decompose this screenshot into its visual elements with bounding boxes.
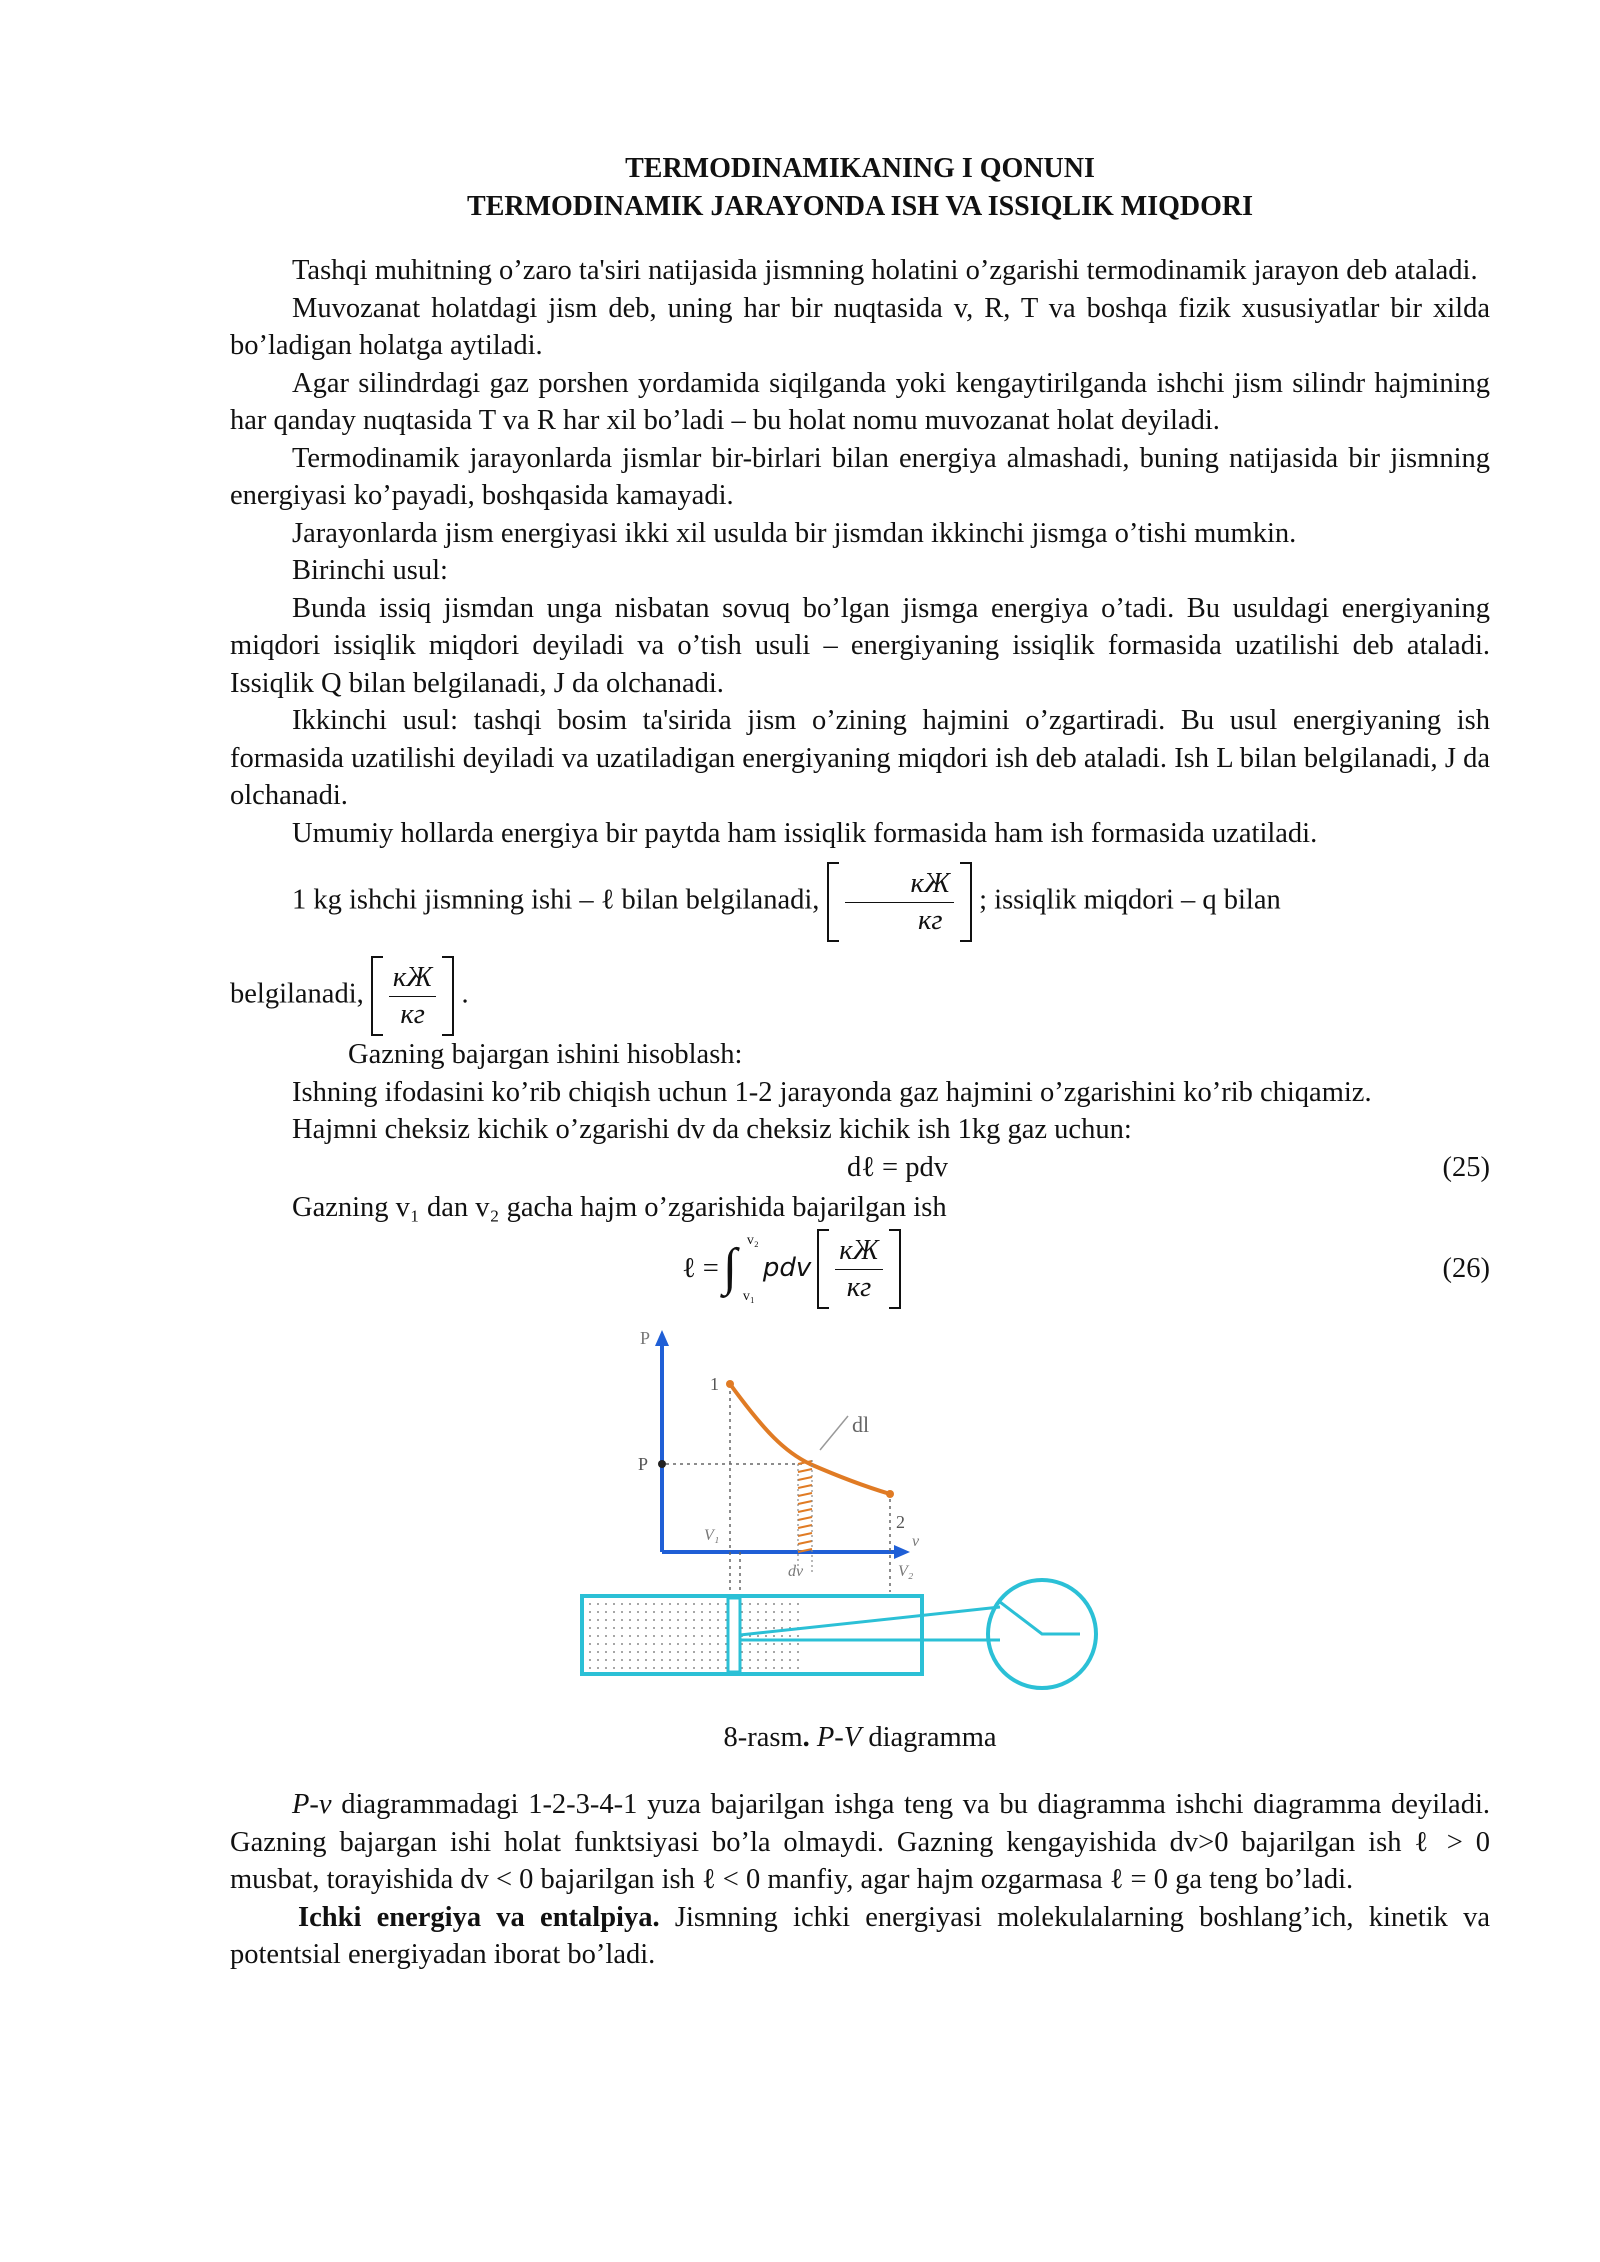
unit-numerator: кЖ — [845, 869, 954, 903]
paragraph-2: Muvozanat holatdagi jism deb, uning har bir nuqtasida v, R, T va boshqa fizik xususiyatlar bir xilda bo’ladigan holatga aytiladi. — [230, 292, 1490, 361]
integral-upper-limit: v₂ — [746, 1233, 759, 1248]
gas-volume — [584, 1598, 802, 1672]
integral-sign — [723, 1234, 763, 1304]
p-axis-arrow — [655, 1330, 669, 1346]
paragraph-14: Hajmni cheksiz kichik o’zgarishi dv da cheksiz kichik ish 1kg gaz uchun: — [292, 1114, 1132, 1145]
v-axis-arrow — [894, 1545, 910, 1559]
title-line-1: TERMODINAMIKANING I QONUNI — [625, 153, 1095, 184]
unit-fraction-1 — [827, 862, 972, 942]
paragraph-16-italic: P-v — [292, 1789, 332, 1820]
unit-numerator: кЖ — [835, 1236, 882, 1270]
paragraph-5: Jarayonlarda jism energiyasi ikki xil usulda bir jismdan ikkinchi jismga o’tishi mumkin. — [292, 517, 1297, 549]
document-title — [230, 150, 1490, 226]
unit-fraction-3 — [817, 1229, 900, 1309]
paragraph-1: Tashqi muhitning o’zaro ta'siri natijasida jismning holatini o’zgarishi termodinamik jarayon deb ataladi. — [292, 255, 1478, 286]
equation-26-body: pdv — [762, 1253, 812, 1284]
equation-25-number: (25) — [1442, 1151, 1490, 1183]
paragraph-9: Umumiy hollarda energiya bir paytda ham issiqlik formasida ham ish formasida uzatiladi. — [292, 817, 1318, 849]
paragraph-8: Ikkinchi usul: tashqi bosim ta'sirida jism o’zining hajmini o’zgartiradi. Bu usul energiyaning ish formasida uzatilishi deyiladi va uzatiladigan energiyaning miqdori ish deb ataladi. Ish L bilan belgilanadi, J da olchanadi. — [230, 705, 1490, 811]
paragraph-10 — [230, 862, 1490, 942]
equation-26-number: (26) — [1442, 1253, 1490, 1284]
paragraph-10-text-b: ; issiqlik miqdori – q bilan — [979, 884, 1281, 916]
paragraph-15: Gazning v₁ dan v₂ gacha hajm o’zgarishida bajarilgan ish — [292, 1191, 947, 1223]
right-bracket — [889, 1229, 901, 1309]
paragraph-10-text-a: 1 kg ishchi jismning ishi – ℓ bilan belgilanadi, — [292, 884, 820, 916]
v1-label: V₁ — [704, 1527, 720, 1544]
paragraph-11-text-b: . — [461, 978, 469, 1010]
v2-label: V₂ — [898, 1563, 914, 1580]
equation-26-lhs: ℓ = — [682, 1253, 719, 1285]
axis-label-v: v — [912, 1533, 920, 1550]
paragraph-3: Agar silindrdagi gaz porshen yordamida siqilganda yoki kengaytirilganda ishchi jism silindr hajmining har qanday nuqtasida T va R har xil bo’ladi – bu holat nomu muvozanat holat deyiladi. — [230, 367, 1490, 436]
unit-denominator: кг — [918, 904, 943, 936]
unit-numerator: кЖ — [389, 963, 436, 997]
dl-label: dl — [852, 1412, 870, 1437]
equation-25-row — [230, 1149, 1490, 1189]
paragraph-11-text-a: belgilanadi, — [230, 978, 364, 1010]
piston — [728, 1598, 740, 1672]
equation-26 — [682, 1226, 901, 1312]
caption-suffix: diagramma — [861, 1722, 997, 1753]
caption-prefix: 8-rasm — [723, 1722, 803, 1753]
dl-strip — [798, 1461, 812, 1552]
integral-lower-limit: v₁ — [742, 1289, 755, 1304]
equation-25: dℓ = pdv — [847, 1151, 948, 1183]
integral-symbol: ∫ — [722, 1239, 738, 1296]
paragraph-4: Termodinamik jarayonlarda jismlar bir-birlari bilan energiya almashadi, buning natijasida bir jismning energiyasi ko’payadi, boshqasida kamayadi. — [230, 442, 1490, 511]
paragraph-16 — [230, 1786, 1490, 1899]
paragraph-7: Bunda issiq jismdan unga nisbatan sovuq bo’lgan jismga energiya o’tadi. Bu usuldagi energiyaning miqdori issiqlik miqdori deyiladi va o’tish usuli – energiyaning issiqlik formasida uzatilishi deb ataladi. Issiqlik Q bilan belgilanadi, J da olchanadi. — [230, 592, 1490, 699]
paragraph-13: Ishning ifodasini ko’rib chiqish uchun 1-2 jarayonda gaz hajmini o’zgarishini ko’rib chiqamiz. — [292, 1076, 1372, 1108]
paragraph-11 — [230, 956, 1490, 1036]
unit-denominator: кг — [400, 998, 425, 1030]
title-line-2: TERMODINAMIK JARAYONDA ISH VA ISSIQLIK MIQDORI — [467, 191, 1253, 222]
left-bracket — [827, 862, 839, 942]
caption-dot: . — [802, 1722, 810, 1753]
left-bracket — [371, 956, 383, 1036]
equation-26-row — [230, 1226, 1490, 1312]
point-2-marker — [886, 1490, 894, 1498]
point-2-label: 2 — [896, 1512, 905, 1532]
paragraph-17 — [230, 1899, 1490, 1974]
point-1-marker — [726, 1380, 734, 1388]
caption-name: P-V — [816, 1722, 862, 1753]
right-bracket — [960, 862, 972, 942]
paragraph-16-text: diagrammadagi 1-2-3-4-1 yuza bajarilgan ishga teng va bu diagramma ishchi diagramma deyiladi. Gazning bajargan ishi holat funktsiyasi bo’la olmaydi. Gazning kengayishida dv>0 bajarilgan ish ℓ > 0 musbat, torayishida dv < 0 bajarilgan ish ℓ < 0 manfiy, agar hajm ozgarmasa ℓ = 0 ga teng bo’ladi. — [230, 1789, 1490, 1895]
pv-diagram-figure — [580, 1322, 1140, 1712]
document-page — [230, 150, 1490, 1974]
crank-arm — [1000, 1602, 1080, 1634]
unit-denominator: кг — [846, 1271, 872, 1303]
axis-label-p: P — [640, 1328, 651, 1348]
figure-caption — [230, 1722, 1490, 1754]
paragraph-17-bold: Ichki energiya va entalpiya. — [298, 1901, 660, 1933]
p-tick-label: P — [638, 1454, 649, 1474]
left-bracket — [817, 1229, 829, 1309]
pv-diagram — [580, 1322, 1140, 1712]
dv-label: dv — [788, 1563, 804, 1580]
paragraph-6: Birinchi usul: — [292, 555, 448, 586]
dl-leader-line — [820, 1416, 848, 1450]
cylinder-piston — [582, 1580, 1096, 1688]
unit-fraction-2 — [371, 956, 454, 1036]
paragraph-17-text: Jismning ichki energiyasi molekulalarning boshlang’ich, kinetik va potentsial energiyadan iborat bo’ladi. — [230, 1901, 1490, 1970]
paragraph-12: Gazning bajargan ishini hisoblash: — [348, 1039, 743, 1070]
p-tick-dot — [658, 1460, 666, 1468]
right-bracket — [442, 956, 454, 1036]
point-1-label: 1 — [710, 1374, 719, 1394]
